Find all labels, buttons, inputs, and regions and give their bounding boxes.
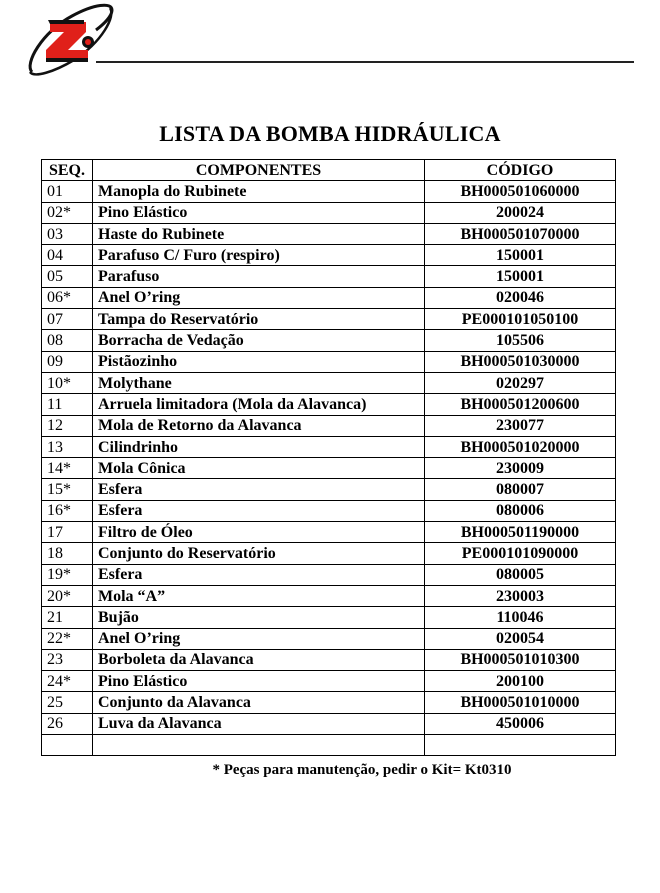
seq-cell: 14* [42, 458, 93, 479]
column-header-code: CÓDIGO [425, 160, 616, 181]
component-cell: Anel O’ring [93, 287, 425, 308]
component-cell: Parafuso [93, 266, 425, 287]
seq-cell: 21 [42, 607, 93, 628]
table-row [42, 394, 616, 415]
code-cell: 110046 [425, 607, 616, 628]
code-cell: 230003 [425, 585, 616, 606]
seq-cell: 01 [42, 181, 93, 202]
table-row [42, 649, 616, 670]
component-cell: Pistãozinho [93, 351, 425, 372]
table-row [42, 415, 616, 436]
component-cell: Mola Cônica [93, 458, 425, 479]
table-row [42, 330, 616, 351]
code-cell: 080007 [425, 479, 616, 500]
table-row [42, 223, 616, 244]
code-cell: 080005 [425, 564, 616, 585]
code-cell: BH000501010300 [425, 649, 616, 670]
parts-table [41, 159, 616, 756]
component-cell: Cilindrinho [93, 436, 425, 457]
table-row [42, 522, 616, 543]
header-rule [96, 61, 634, 63]
seq-cell: 15* [42, 479, 93, 500]
code-cell: 200100 [425, 671, 616, 692]
seq-cell: 04 [42, 245, 93, 266]
table-row [42, 585, 616, 606]
seq-cell: 12 [42, 415, 93, 436]
table-header-row [42, 160, 616, 181]
table-row [42, 309, 616, 330]
component-cell: Filtro de Óleo [93, 522, 425, 543]
document-title: LISTA DA BOMBA HIDRÁULICA [159, 121, 501, 146]
table-row [42, 564, 616, 585]
seq-cell: 20* [42, 585, 93, 606]
component-cell: Mola “A” [93, 585, 425, 606]
component-cell: Manopla do Rubinete [93, 181, 425, 202]
table-row [42, 692, 616, 713]
table-row [42, 436, 616, 457]
code-cell: BH000501070000 [425, 223, 616, 244]
component-cell: Conjunto da Alavanca [93, 692, 425, 713]
table-row [42, 266, 616, 287]
table-row [42, 372, 616, 393]
seq-cell: 19* [42, 564, 93, 585]
seq-cell: 22* [42, 628, 93, 649]
seq-cell: 06* [42, 287, 93, 308]
component-cell: Anel O’ring [93, 628, 425, 649]
company-logo-icon [24, 2, 116, 78]
seq-cell: 17 [42, 522, 93, 543]
code-cell: 105506 [425, 330, 616, 351]
code-cell: BH000501060000 [425, 181, 616, 202]
table-row [42, 287, 616, 308]
component-cell: Borracha de Vedação [93, 330, 425, 351]
table-row [42, 500, 616, 521]
seq-cell: 02* [42, 202, 93, 223]
seq-cell: 10* [42, 372, 93, 393]
column-header-seq: SEQ. [42, 160, 93, 181]
table-row [42, 671, 616, 692]
seq-cell: 05 [42, 266, 93, 287]
component-cell [93, 735, 425, 756]
code-cell: 020046 [425, 287, 616, 308]
code-cell: BH000501190000 [425, 522, 616, 543]
code-cell: 020054 [425, 628, 616, 649]
component-cell: Pino Elástico [93, 202, 425, 223]
table-row [42, 351, 616, 372]
seq-cell: 25 [42, 692, 93, 713]
seq-cell: 13 [42, 436, 93, 457]
component-cell: Luva da Alavanca [93, 713, 425, 734]
component-cell: Esfera [93, 500, 425, 521]
code-cell: BH000501010000 [425, 692, 616, 713]
seq-cell: 07 [42, 309, 93, 330]
seq-cell: 18 [42, 543, 93, 564]
component-cell: Tampa do Reservatório [93, 309, 425, 330]
code-cell: 450006 [425, 713, 616, 734]
seq-cell: 26 [42, 713, 93, 734]
code-cell: 020297 [425, 372, 616, 393]
table-row [42, 458, 616, 479]
code-cell: BH000501030000 [425, 351, 616, 372]
code-cell: 230077 [425, 415, 616, 436]
table-row [42, 735, 616, 756]
column-header-components: COMPONENTES [93, 160, 425, 181]
table-row [42, 607, 616, 628]
component-cell: Esfera [93, 479, 425, 500]
code-cell: BH000501020000 [425, 436, 616, 457]
parts-table-body [42, 181, 616, 756]
component-cell: Conjunto do Reservatório [93, 543, 425, 564]
code-cell: PE000101050100 [425, 309, 616, 330]
table-row [42, 181, 616, 202]
code-cell [425, 735, 616, 756]
code-cell: 230009 [425, 458, 616, 479]
maintenance-kit-footnote: * Peças para manutenção, pedir o Kit= Kt0310 [212, 762, 512, 778]
component-cell: Bujão [93, 607, 425, 628]
table-row [42, 713, 616, 734]
component-cell: Mola de Retorno da Alavanca [93, 415, 425, 436]
seq-cell: 11 [42, 394, 93, 415]
component-cell: Haste do Rubinete [93, 223, 425, 244]
component-cell: Arruela limitadora (Mola da Alavanca) [93, 394, 425, 415]
table-row [42, 479, 616, 500]
seq-cell: 03 [42, 223, 93, 244]
component-cell: Pino Elástico [93, 671, 425, 692]
table-row [42, 245, 616, 266]
table-row [42, 628, 616, 649]
seq-cell [42, 735, 93, 756]
code-cell: 080006 [425, 500, 616, 521]
component-cell: Esfera [93, 564, 425, 585]
component-cell: Borboleta da Alavanca [93, 649, 425, 670]
table-row [42, 543, 616, 564]
seq-cell: 23 [42, 649, 93, 670]
seq-cell: 08 [42, 330, 93, 351]
code-cell: 150001 [425, 245, 616, 266]
component-cell: Molythane [93, 372, 425, 393]
code-cell: 150001 [425, 266, 616, 287]
seq-cell: 16* [42, 500, 93, 521]
code-cell: PE000101090000 [425, 543, 616, 564]
table-row [42, 202, 616, 223]
code-cell: BH000501200600 [425, 394, 616, 415]
component-cell: Parafuso C/ Furo (respiro) [93, 245, 425, 266]
code-cell: 200024 [425, 202, 616, 223]
seq-cell: 24* [42, 671, 93, 692]
seq-cell: 09 [42, 351, 93, 372]
